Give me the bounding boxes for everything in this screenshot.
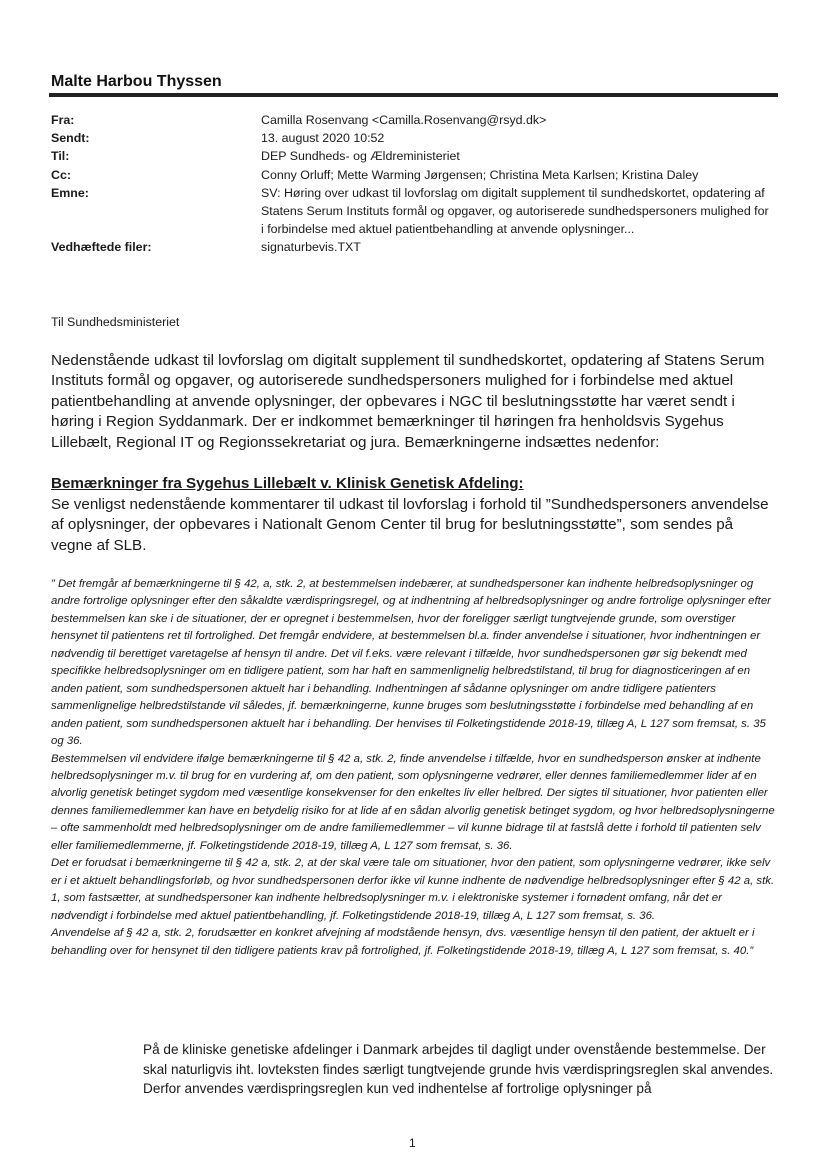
header-divider	[49, 93, 778, 97]
to-label: Til:	[51, 149, 70, 164]
sender-name: Malte Harbou Thyssen	[51, 73, 222, 90]
header-row-subject	[51, 184, 771, 239]
header-row-sent	[51, 129, 771, 147]
header-row-to	[51, 147, 771, 165]
indented-paragraph: På de kliniske genetiske afdelinger i Danmark arbejdes til dagligt under ovenstående bestemmelse. Der skal naturligvis iht. lovteksten findes særligt tungtvejende grunde hvis værdispringsreglen skal anvendes. Derfor anvendes værdispringsreglen kun ved indhentelse af fortrolige oplysninger på	[143, 1042, 774, 1096]
sent-label: Sendt:	[51, 131, 90, 146]
section-body: Se venligst nedenstående kommentarer til udkast til lovforslag i forhold til ”Sundhedspersoners anvendelse af oplysninger, der opbevares i Nationalt Genom Center til brug for beslutningsstøtte”, som sendes på vegne af SLB.	[51, 496, 769, 554]
cc-label: Cc:	[51, 167, 71, 182]
subject-label: Emne:	[51, 185, 89, 200]
quote-paragraph: Det er forudsat i bemærkningerne til § 42 a, stk. 2, at der skal være tale om situationer, hvor den patient, som oplysningerne vedrører, ikke selv er i et aktuelt behandlingsforløb, og hvor sundhedspersonen derfor ikke vil kunne indhente de nødvendige helbredsoplysninger efter § 42 a, stk. 1, som fastsætter, at sundhedspersoner kan indhente helbredsoplysninger m.v. i elektroniske systemer i fornødent omfang, når det er nødvendigt i forbindelse med aktuel patientbehandling, jf. Folketingstidende 2018-19, tillæg A, L 127 som fremsat, s. 36.	[51, 857, 775, 922]
quoted-text	[51, 576, 776, 960]
to-value: DEP Sundheds- og Ældreministeriet	[261, 149, 460, 164]
attachment-file[interactable]: signaturbevis.TXT	[261, 240, 361, 255]
subject-value: SV: Høring over udkast til lovforslag om digitalt supplement til sundhedskortet, opdatering af Statens Serum Instituts formål og opgaver, og autoriserede sundhedspersoners mulighed for i forbindelse med aktuel patientbehandling at anvende oplysninger...	[261, 185, 769, 237]
greeting: Til Sundhedsministeriet	[51, 315, 180, 329]
attachments-label: Vedhæftede filer:	[51, 240, 152, 255]
section-title: Bemærkninger fra Sygehus Lillebælt v. Klinisk Genetisk Afdeling:	[51, 475, 524, 492]
from-label: Fra:	[51, 113, 75, 127]
quote-paragraph: Bestemmelsen vil endvidere ifølge bemærkningerne til § 42 a, stk. 2, finde anvendelse i tilfælde, hvor en sundhedsperson ønsker at indhente helbredsoplysninger m.v. til brug for en vurdering af, om den patient, som oplysningerne vedrører, eller dennes familiemedlemmer lider af en alvorlig genetisk betinget sygdom med væsentlige konsekvenser for den enkeltes liv eller helbred. Der sigtes til situationer, hvor patienten eller dennes familiemedlemmer kan have en betydelig risiko for at lide af en sådan alvorlig genetisk betinget sygdom, og hvor helbredsoplysningerne – ofte sammenholdt med helbredsoplysninger om de andre familiemedlemmer – vil kunne bidrage til at fastslå dette i forhold til patienten selv eller familiemedlemmerne, jf. Folketingstidende 2018-19, tillæg A, L 127 som fremsat, s. 36.	[51, 752, 775, 852]
intro-paragraph: Nedenstående udkast til lovforslag om digitalt supplement til sundhedskortet, opdatering af Statens Serum Instituts formål og opgaver, og autoriserede sundhedspersoners mulighed for i forbindelse med aktuel patientbehandling at anvende oplysninger, der opbevares i NGC til beslutningsstøtte har været sendt i høring i Region Syddanmark. Der er indkommet bemærkninger til høringen fra henholdsvis Sygehus Lillebælt, Regional IT og Regionssekretariat og jura. Bemærkningerne indsættes nedenfor:	[51, 352, 765, 451]
quote-paragraph: Anvendelse af § 42 a, stk. 2, forudsætter en konkret afvejning af modstående hensyn, dvs. væsentlige hensyn til den patient, der aktuelt er i behandling over for hensynet til den tidligere patients krav på fortrolighed, jf. Folketingstidende 2018-19, tillæg A, L 127 som fremsat, s. 40.”	[51, 927, 755, 957]
cc-value: Conny Orluff; Mette Warming Jørgensen; Christina Meta Karlsen; Kristina Daley	[261, 167, 699, 182]
sent-value: 13. august 2020 10:52	[261, 131, 385, 146]
quote-paragraph: ” Det fremgår af bemærkningerne til § 42, a, stk. 2, at bestemmelsen indebærer, at sundhedspersoner kan indhente helbredsoplysninger og andre fortrolige oplysninger efter den såkaldte værdispringsregel, og at indhentning af helbredsoplysninger og andre fortrolige oplysninger efter bestemmelsen kan ske i de situationer, der er opregnet i bestemmelsen, hvor der foreligger særligt tungtvejende grunde, som overstiger hensynet til patientens ret til fortrolighed. Det fremgår endvidere, at bestemmelsen bl.a. finder anvendelse i situationer, hvor indhentningen er nødvendig til berettiget varetagelse af hensyn til andre. Det vil f.eks. være relevant i tilfælde, hvor sundhedspersonen gør sig bekendt med specifikke helbredsoplysninger om en tidligere patient, som har haft en sammenlignelig helbredstilstand, til brug for diagnosticeringen af en anden patient, som sundhedspersonen aktuelt har i behandling. Indhentningen af sådanne oplysninger om andre tidligere patienters sammenlignelige helbredstilstande vil således, jf. bemærkningerne, kunne bruges som beslutningsstøtte i forbindelse med behandling af en anden patient, som sundhedspersonen aktuelt har i behandling. Der henvises til Folketingstidende 2018-19, tillæg A, L 127 som fremsat, s. 35 og 36.	[51, 578, 771, 748]
header-row-cc	[51, 166, 771, 184]
header-row-from	[51, 111, 771, 129]
from-value: Camilla Rosenvang <Camilla.Rosenvang@rsyd.dk>	[261, 113, 547, 127]
page-number: 1	[409, 1136, 416, 1150]
email-header	[51, 111, 771, 257]
header-row-attachments	[51, 238, 771, 256]
